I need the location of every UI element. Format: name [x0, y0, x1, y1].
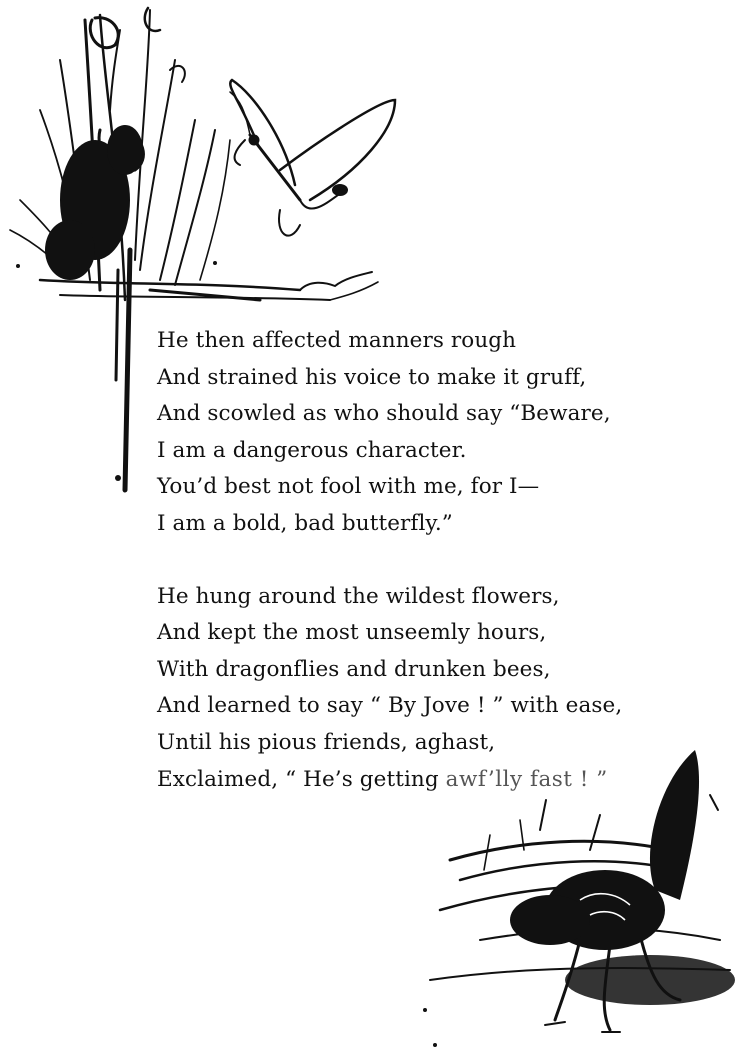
poem-line: He hung around the wildest flowers, — [157, 583, 560, 609]
poem-line: With dragonflies and drunken bees, — [157, 656, 551, 682]
poem-line-last-main: Exclaimed, “ He’s getting — [157, 766, 446, 792]
poem-line: And scowled as who should say “Beware, — [157, 401, 611, 427]
poem-line-last-faded: awf’lly fast ! ” — [445, 766, 608, 792]
poem-line: He then affected manners rough — [157, 328, 517, 353]
poem-line: And kept the most unseemly hours, — [157, 620, 547, 646]
poem-line: And strained his voice to make it gruff, — [157, 364, 587, 390]
poem-line: I am a dangerous character. — [157, 437, 467, 463]
stanza-1 — [157, 323, 737, 543]
poem-text — [157, 323, 737, 798]
poem-line: I am a bold, bad butterfly.” — [157, 510, 453, 536]
poem-line: Until his pious friends, aghast, — [157, 729, 496, 755]
stanza-2 — [157, 579, 737, 799]
poem-line-last — [157, 762, 737, 799]
poem-line: You’d best not fool with me, for I— — [157, 474, 540, 500]
poem-line: And learned to say “ By Jove ! ” with ease, — [157, 693, 623, 719]
